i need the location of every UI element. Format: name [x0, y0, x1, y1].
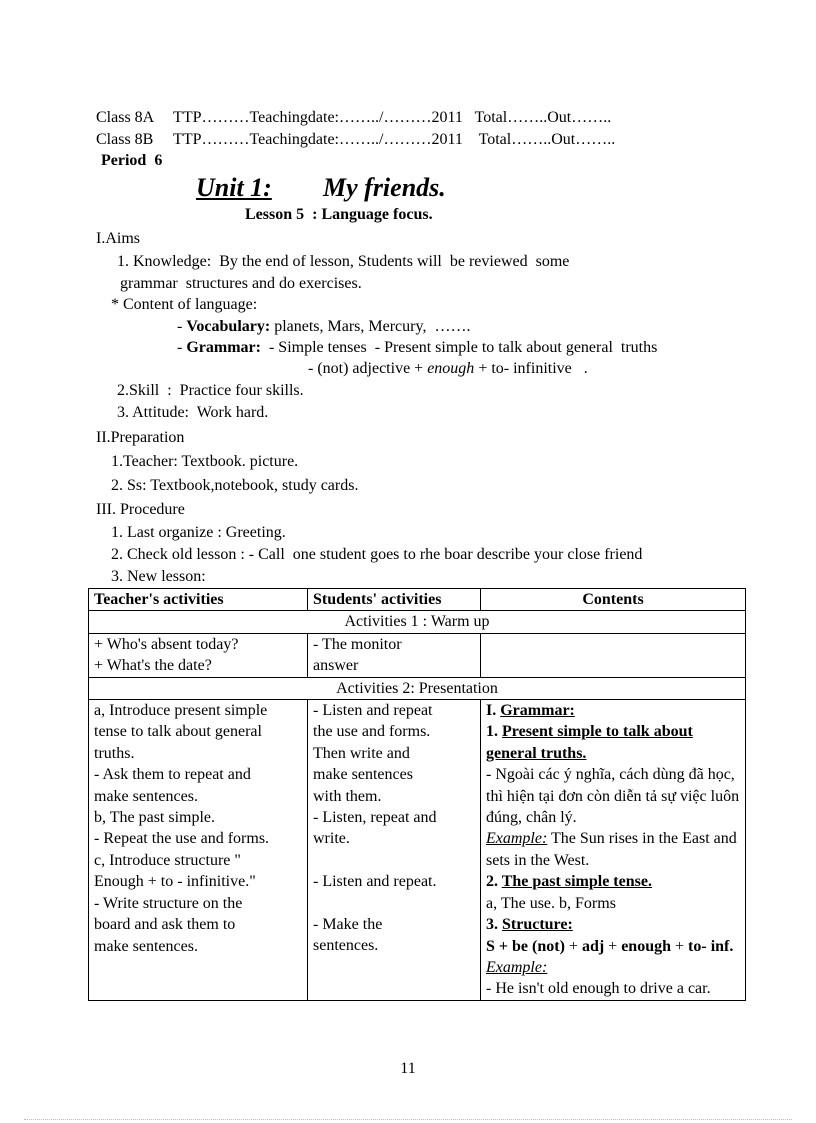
example-1-label: Example:: [486, 830, 548, 848]
class-8b-line: Class 8B TTP………Teachingdate:……../………2011 Total……..Out……..: [96, 131, 616, 148]
unit-label: Unit 1:: [196, 173, 272, 202]
list-item: a, Introduce present simple: [94, 702, 268, 720]
past-simple-heading: [486, 871, 740, 892]
example-2-text: - He isn't old enough to drive a car.: [486, 980, 711, 998]
list-item: truths.: [94, 744, 135, 762]
activity-1-row: [89, 611, 746, 633]
c1-title: Present simple to talk about general truths.: [486, 723, 693, 762]
vocabulary-text: planets, Mars, Mercury, …….: [270, 318, 471, 335]
list-item: + What's the date?: [94, 657, 212, 675]
procedure-heading: III. Procedure: [96, 501, 185, 518]
c2-num: 2.: [486, 873, 502, 891]
list-item: - Ask them to repeat and: [94, 766, 251, 784]
preparation-teacher: 1.Teacher: Textbook. picture.: [111, 453, 299, 470]
formula-inf: to- inf.: [688, 937, 734, 955]
header-teacher: Teacher's activities: [89, 589, 308, 611]
preparation-ss: 2. Ss: Textbook,notebook, study cards.: [111, 477, 359, 494]
c1-num: 1.: [486, 723, 502, 741]
c3-title: Structure:: [502, 916, 573, 934]
header-students: Students' activities: [308, 589, 481, 611]
formula-s: S +: [486, 937, 513, 955]
period-label: Period 6: [101, 152, 163, 169]
list-item: make sentences.: [94, 787, 198, 805]
example-1: [486, 828, 740, 871]
table-header-row: [89, 589, 746, 611]
list-item: write.: [313, 830, 350, 848]
grammar-text: - Simple tenses - Present simple to talk about general truths: [260, 339, 658, 356]
grammar-heading: [486, 700, 740, 721]
activity-2-title: Activities 2: Presentation: [89, 677, 746, 699]
list-item: Then write and: [313, 744, 410, 762]
list-item: [313, 893, 475, 914]
activity-1-title: Activities 1 : Warm up: [89, 611, 746, 633]
grammar-line: - Grammar: - Simple tenses - Present simple to talk about general truths: [177, 339, 658, 356]
lesson-plan-table: [88, 588, 746, 1001]
list-item: + Who's absent today?: [94, 635, 239, 653]
example-2-label: Example:: [486, 958, 548, 976]
aims-skill: 2.Skill : Practice four skills.: [117, 382, 304, 399]
grammar-2c: + to- infinitive .: [474, 360, 588, 377]
list-item: - Listen and repeat: [313, 702, 433, 720]
unit-name: My friends.: [323, 173, 446, 202]
list-item: c, Introduce structure ": [94, 851, 241, 869]
grammar-label: Grammar:: [186, 339, 261, 356]
procedure-1: 1. Last organize : Greeting.: [111, 524, 286, 541]
warmup-row: [89, 633, 746, 677]
c2-title: The past simple tense.: [501, 873, 652, 891]
grammar-title: Grammar:: [500, 702, 575, 720]
warmup-students: [308, 633, 481, 677]
formula-enough: enough: [621, 937, 671, 955]
aims-knowledge-2: grammar structures and do exercises.: [120, 275, 362, 292]
grammar-num: I.: [486, 702, 501, 720]
header-contents: Contents: [481, 589, 746, 611]
past-simple-text: a, The use. b, Forms: [486, 894, 616, 912]
aims-heading: I.Aims: [96, 230, 140, 247]
list-item: - Listen and repeat.: [313, 873, 437, 891]
formula-plus: +: [564, 937, 582, 955]
grammar-2b: enough: [427, 360, 475, 377]
list-item: the use and forms.: [313, 723, 431, 741]
example-1-text: The Sun rises in the East and sets in the West.: [486, 830, 737, 869]
list-item: - Write structure on the: [94, 894, 243, 912]
content-of-language: * Content of language:: [111, 296, 258, 313]
formula-adj: adj: [581, 937, 605, 955]
warmup-teacher: [89, 633, 308, 677]
list-item: [313, 850, 475, 871]
footer-divider: [24, 1119, 792, 1120]
list-item: b, The past simple.: [94, 809, 216, 827]
formula-plus: +: [604, 937, 622, 955]
list-item: with them.: [313, 787, 382, 805]
c3-num: 3.: [486, 916, 502, 934]
grammar-2a: - (not) adjective +: [308, 360, 428, 377]
presentation-students: [308, 700, 481, 1001]
list-item: Enough + to - infinitive.": [94, 873, 256, 891]
list-item: board and ask them to: [94, 916, 236, 934]
preparation-heading: II.Preparation: [96, 429, 185, 446]
formula-be: be (not): [512, 937, 565, 955]
aims-attitude: 3. Attitude: Work hard.: [117, 404, 269, 421]
list-item: answer: [313, 657, 359, 675]
list-item: make sentences: [313, 766, 413, 784]
grammar-line-2: [308, 359, 588, 379]
list-item: sentences.: [313, 937, 379, 955]
formula-plus: +: [671, 937, 689, 955]
list-item: - Listen, repeat and: [313, 809, 437, 827]
structure-formula: [486, 936, 740, 957]
presentation-contents: [481, 700, 746, 1001]
activity-2-row: [89, 677, 746, 699]
list-item: - Repeat the use and forms.: [94, 830, 270, 848]
lesson-title: Lesson 5 : Language focus.: [245, 206, 433, 223]
procedure-3: 3. New lesson:: [111, 568, 206, 585]
structure-heading: [486, 914, 740, 935]
vocabulary-line: - Vocabulary: planets, Mars, Mercury, …….: [177, 318, 471, 335]
list-item: make sentences.: [94, 937, 198, 955]
presentation-row: [89, 700, 746, 1001]
procedure-2: 2. Check old lesson : - Call one student goes to rhe boar describe your close friend: [111, 546, 643, 563]
presentation-teacher: [89, 700, 308, 1001]
list-item: tense to talk about general: [94, 723, 262, 741]
vocabulary-label: Vocabulary:: [186, 318, 271, 335]
page-number: 11: [400, 1060, 416, 1077]
warmup-contents: [481, 633, 746, 677]
list-item: - Make the: [313, 916, 383, 934]
present-simple-heading: [486, 721, 740, 764]
aims-knowledge-1: 1. Knowledge: By the end of lesson, Students will be reviewed some: [117, 253, 570, 270]
class-8a-line: Class 8A TTP………Teachingdate:……../………2011 Total……..Out……..: [96, 109, 612, 126]
list-item: - The monitor: [313, 635, 402, 653]
present-simple-text: - Ngoài các ý nghĩa, cách dùng đã học, thì hiện tại đơn còn diễn tả sự việc luôn đúng, chân lý.: [486, 766, 740, 827]
